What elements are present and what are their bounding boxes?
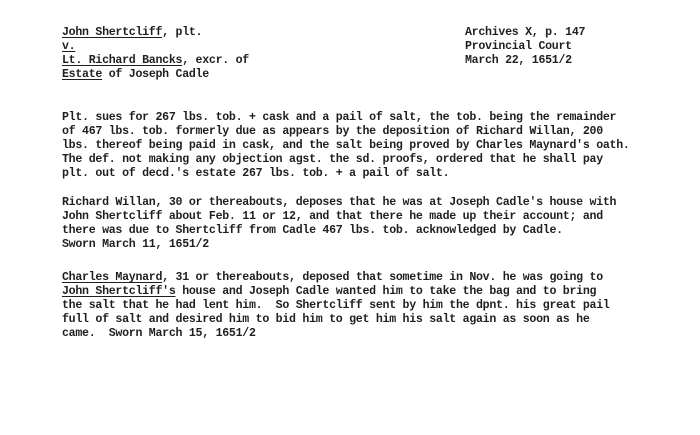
- caption-plaintiff: John Shertcliff, plt.: [62, 26, 203, 39]
- archive-reference: Archives X, p. 147: [465, 26, 586, 39]
- text-line: Richard Willan, 30 or thereabouts, deposes that he was at Joseph Cadle's house with: [62, 196, 617, 209]
- caption-estate: Estate of Joseph Cadle: [62, 68, 209, 81]
- text-line: the salt that he had lent him. So Shertcliff sent by him the dpnt. his great pail: [62, 299, 610, 312]
- text-line: of 467 lbs. tob. formerly due as appears by the deposition of Richard Willan, 200: [62, 125, 603, 138]
- text-line: The def. not making any objection agst. the sd. proofs, ordered that he shall pay: [62, 153, 603, 166]
- court-name: Provincial Court: [465, 40, 572, 53]
- plaintiff-reference: John Shertcliff's: [62, 285, 176, 298]
- text-line: came. Sworn March 15, 1651/2: [62, 327, 256, 340]
- text-line: lbs. thereof being paid in cask, and the salt being proved by Charles Maynard's oath.: [62, 139, 630, 152]
- text-line: John Shertcliff about Feb. 11 or 12, and that there he made up their account; and: [62, 210, 603, 223]
- text-line: Plt. sues for 267 lbs. tob. + cask and a pail of salt, the tob. being the remainder: [62, 111, 617, 124]
- text-line: full of salt and desired him to bid him to get him his salt again as soon as he: [62, 313, 590, 326]
- text-line: there was due to Shertcliff from Cadle 467 lbs. tob. acknowledged by Cadle.: [62, 224, 563, 237]
- court-date: March 22, 1651/2: [465, 54, 572, 67]
- text-line: plt. out of decd.'s estate 267 lbs. tob. + a pail of salt.: [62, 167, 450, 180]
- caption-versus: v.: [62, 40, 76, 53]
- text-line: Sworn March 11, 1651/2: [62, 238, 209, 251]
- deponent-name: Charles Maynard: [62, 271, 163, 284]
- text-line: Charles Maynard, 31 or thereabouts, deposed that sometime in Nov. he was going to: [62, 271, 603, 284]
- text-line: John Shertcliff's house and Joseph Cadle wanted him to take the bag and to bring: [62, 285, 597, 298]
- caption-defendant: Lt. Richard Bancks, excr. of: [62, 54, 249, 67]
